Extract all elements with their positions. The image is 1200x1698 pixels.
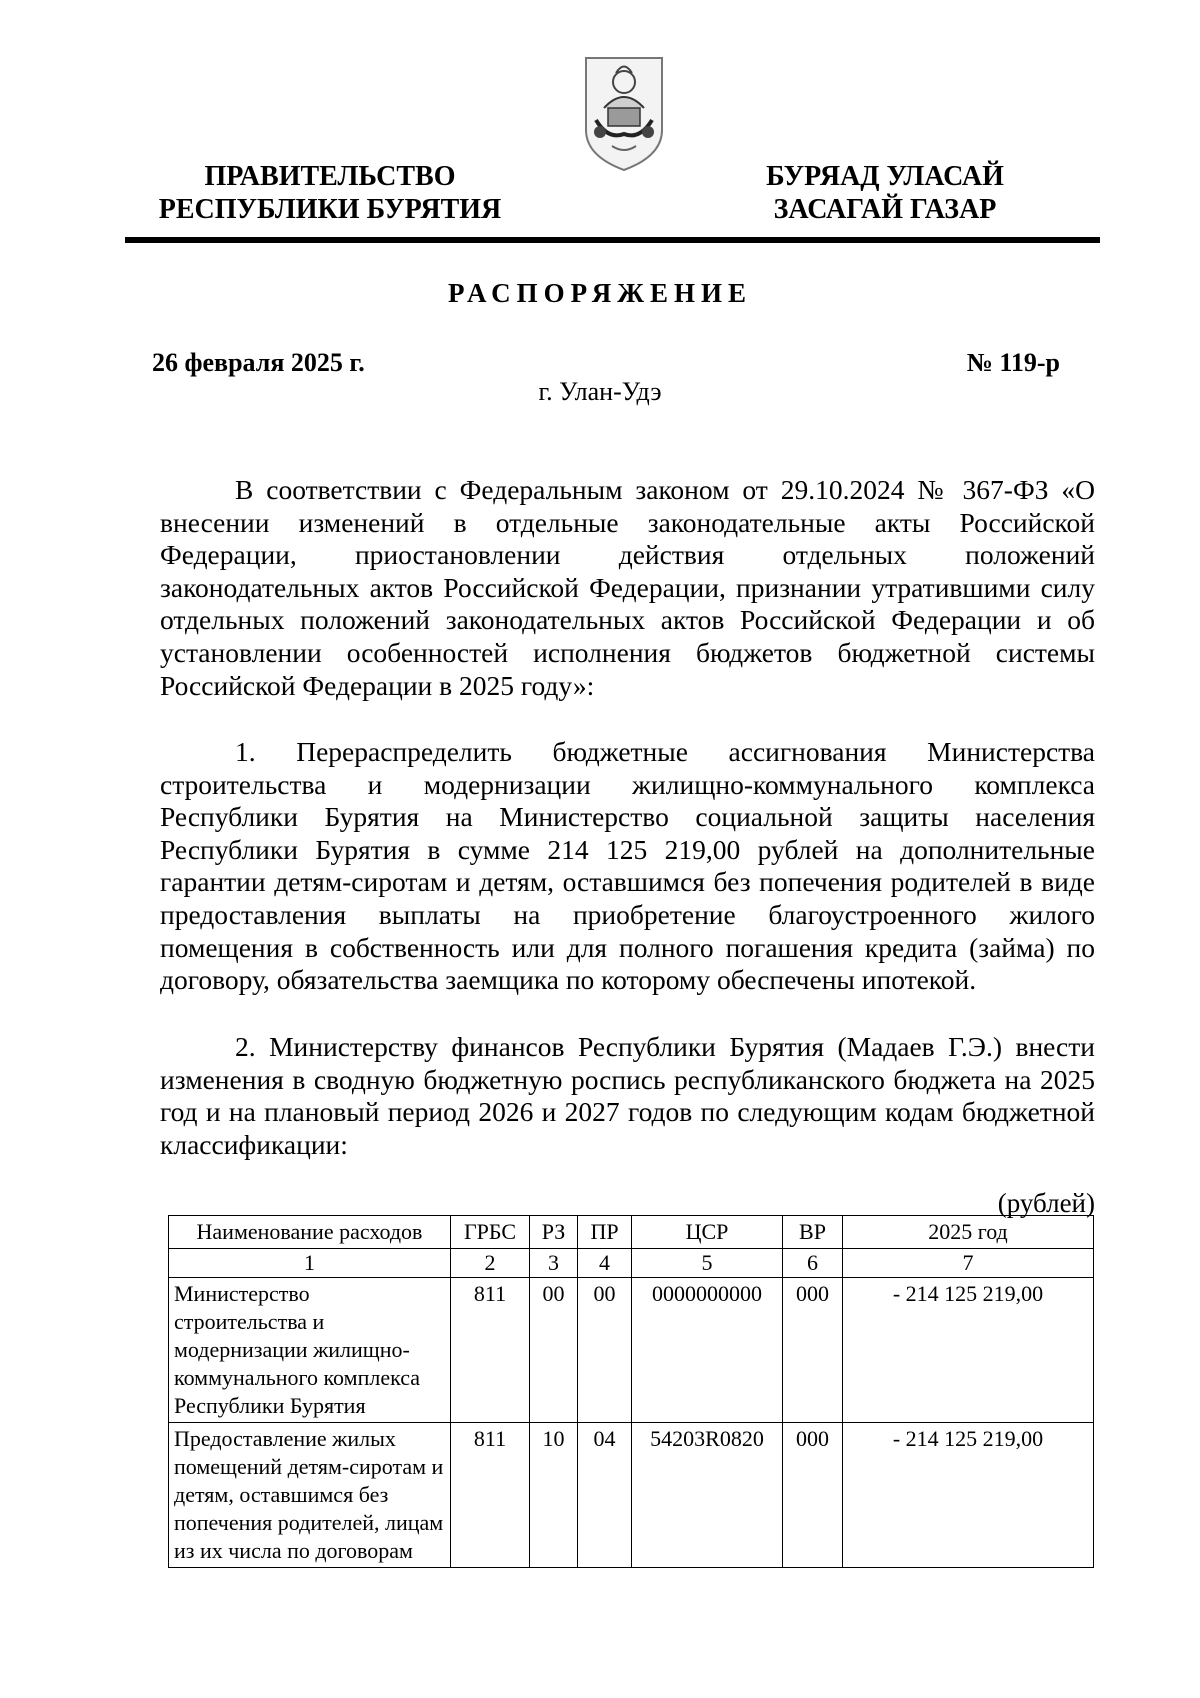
- column-number: 7: [843, 1249, 1094, 1278]
- row-pr: 04: [578, 1423, 632, 1568]
- row-pr: 00: [578, 1278, 632, 1423]
- row-name: Министерство строительства и модернизации жилищно-коммунального комплекса Республики Бурятия: [169, 1278, 451, 1423]
- row-name: Предоставление жилых помещений детям-сиротам и детям, оставшимся без попечения родителей, лицам из их числа по договорам: [169, 1423, 451, 1568]
- government-name-line-1: ПРАВИТЕЛЬСТВО: [204, 161, 456, 192]
- government-name-russian: [150, 160, 510, 226]
- column-number: 2: [451, 1249, 530, 1278]
- row-rz: 00: [530, 1278, 578, 1423]
- budget-classification-table: [168, 1215, 1094, 1568]
- item-2-paragraph: 2. Министерству финансов Республики Бурятия (Мадаев Г.Э.) внести изменения в сводную бюджетную роспись республиканского бюджета на 2025 год и на плановый период 2026 и 2027 годов по следующим кодам бюджетной классификации:: [160, 1031, 1095, 1160]
- coat-of-arms-icon: [578, 52, 670, 174]
- table-row: [169, 1423, 1094, 1568]
- table-row: [169, 1278, 1094, 1423]
- table-header-row: [169, 1216, 1094, 1249]
- item-1-paragraph: 1. Перераспределить бюджетные ассигнования Министерства строительства и модернизации жилищно-коммунального комплекса Республики Бурятия на Министерство социальной защиты населения Республики Бурятия в сумме 214 125 219,00 рублей на дополнительные гарантии детям-сиротам и детям, оставшимся без попечения родителей в виде предоставления выплаты на приобретение благоустроенного жилого помещения в собственность или для полного погашения кредита (займа) по договору, обязательства заемщика по которому обеспечены ипотекой.: [160, 736, 1095, 996]
- row-vr: 000: [783, 1423, 843, 1568]
- header-pr: ПР: [578, 1216, 632, 1249]
- header-divider: [125, 237, 1100, 243]
- header-year: 2025 год: [843, 1216, 1094, 1249]
- row-grbs: 811: [451, 1423, 530, 1568]
- row-csr: 54203R0820: [632, 1423, 783, 1568]
- column-number: 5: [632, 1249, 783, 1278]
- government-name-buryat-line-2: ЗАСАГАЙ ГАЗАР: [773, 194, 997, 225]
- document-title: РАСПОРЯЖЕНИЕ: [447, 278, 753, 308]
- header-grbs: ГРБС: [451, 1216, 530, 1249]
- preamble-paragraph: В соответствии с Федеральным законом от 29.10.2024 № 367-ФЗ «О внесении изменений в отдельные законодательные акты Российской Федерации, приостановлении действия отдельных положений законодательных актов Российской Федерации, признании утратившими силу отдельных положений законодательных актов Российской Федерации и об установлении особенностей исполнения бюджетов бюджетной системы Российской Федерации в 2025 году»:: [160, 474, 1095, 701]
- column-number: 4: [578, 1249, 632, 1278]
- column-number: 1: [169, 1249, 451, 1278]
- row-rz: 10: [530, 1423, 578, 1568]
- column-number: 6: [783, 1249, 843, 1278]
- government-name-buryat-line-1: БУРЯАД УЛАСАЙ: [766, 161, 1004, 192]
- document-city: г. Улан-Удэ: [538, 377, 662, 406]
- header-vr: ВР: [783, 1216, 843, 1249]
- row-vr: 000: [783, 1278, 843, 1423]
- header-csr: ЦСР: [632, 1216, 783, 1249]
- government-name-buryat: [745, 160, 1025, 226]
- row-amount: - 214 125 219,00: [843, 1278, 1094, 1423]
- currency-unit-label: (рублей): [997, 1188, 1095, 1218]
- column-number-row: [169, 1249, 1094, 1278]
- document-number: № 119-р: [966, 348, 1060, 377]
- column-number: 3: [530, 1249, 578, 1278]
- header-rz: РЗ: [530, 1216, 578, 1249]
- row-csr: 0000000000: [632, 1278, 783, 1423]
- document-date: 26 февраля 2025 г.: [152, 348, 365, 377]
- row-amount: - 214 125 219,00: [843, 1423, 1094, 1568]
- row-grbs: 811: [451, 1278, 530, 1423]
- government-name-line-2: РЕСПУБЛИКИ БУРЯТИЯ: [158, 194, 502, 225]
- header-name: Наименование расходов: [169, 1216, 451, 1249]
